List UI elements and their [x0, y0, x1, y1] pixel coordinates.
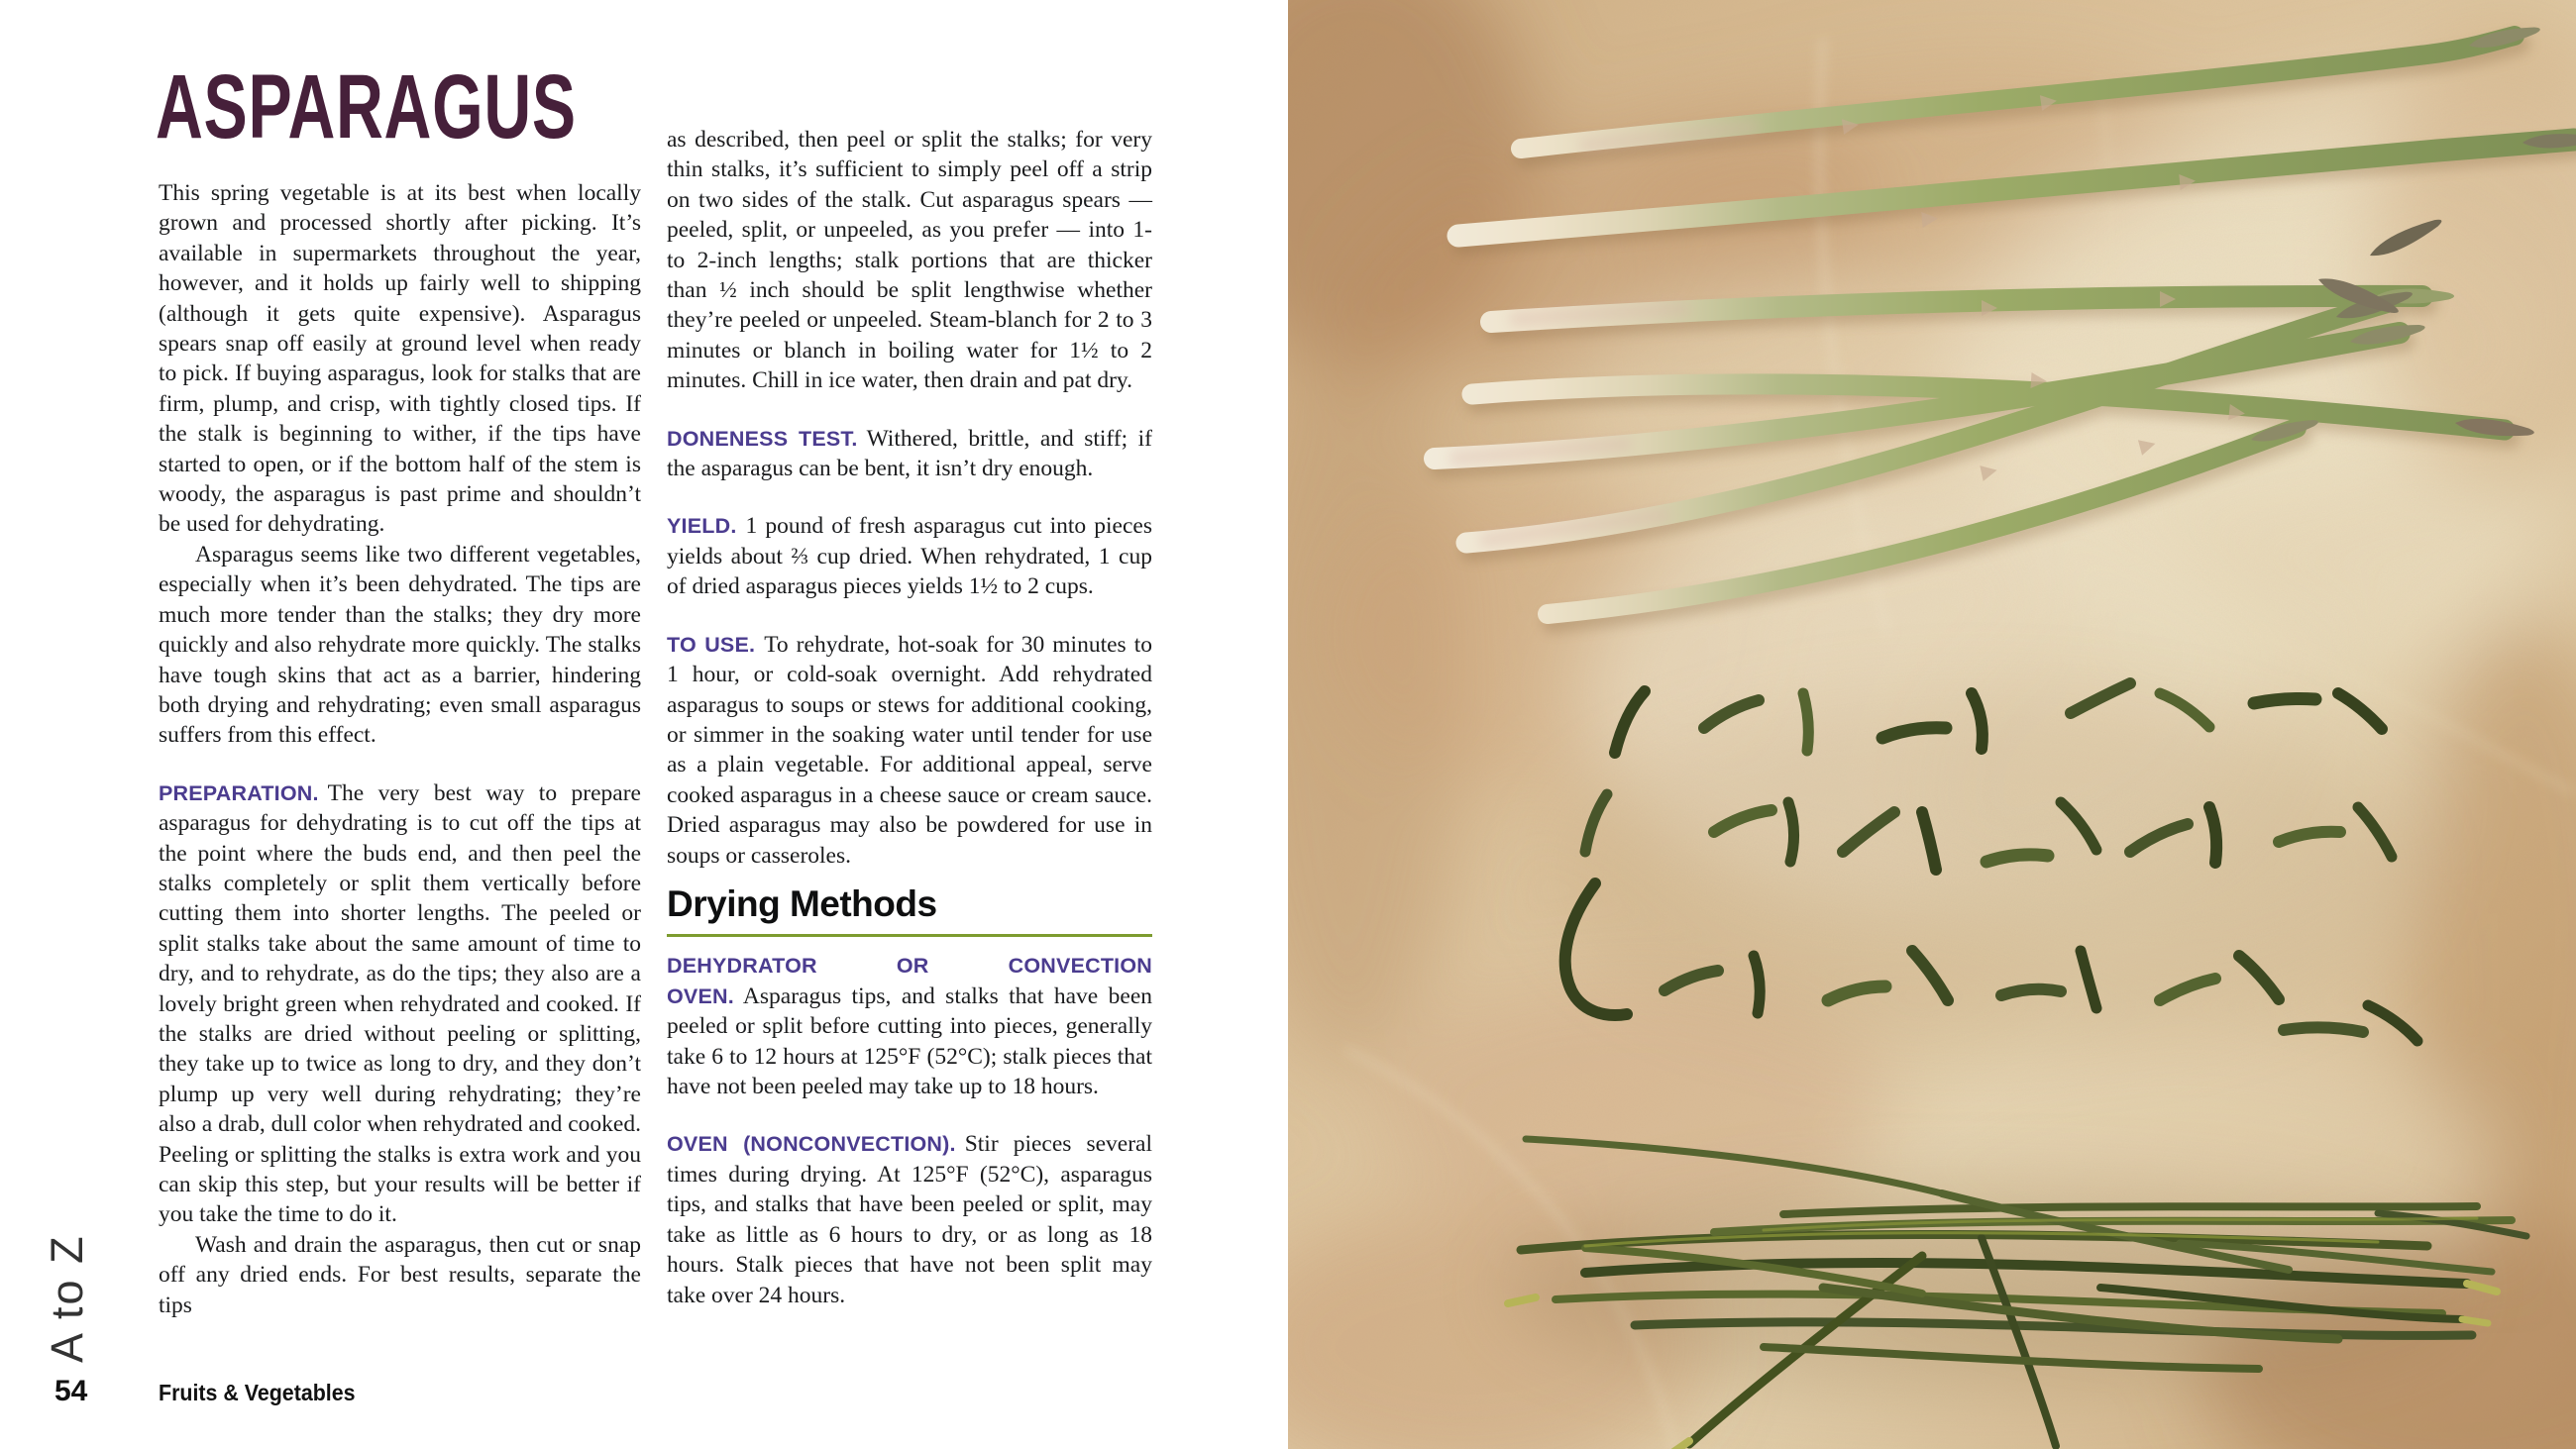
- continuation-paragraph: as described, then peel or split the stalks; for very thin stalks, it’s sufficient to simply peel off a strip on two sides of the stalk. Cut asparagus spears — peeled, split, or unpeeled, as you prefer — into 1- to 2-inch lengths; stalk portions that are thicker than ½ inch should be split lengthwise whether they’re peeled or unpeeled. Steam-blanch for 2 to 3 minutes or blanch in boiling water for 1½ to 2 minutes. Chill in ice water, then drain and pat dry.: [667, 127, 1152, 394]
- spine-label: A to Z: [42, 1234, 92, 1363]
- to-use-paragraph: [667, 630, 1152, 871]
- preparation-text: The very best way to prepare asparagus for dehydrating is to cut off the tips at the point where the buds end, and then peel the stalks completely or split them vertically before cutting them into shorter lengths. The peeled or split stalks take about the same amount of time to dry, and to rehydrate, as do the tips; they also are a lovely bright green when rehydrated and cooked. If the stalks are dried without peeling or splitting, they take up to twice as long to dry, and they don’t plump up very well during rehydrating; they’re also a drab, dull color when rehydrated and cooked. Peeling or splitting the stalks is extra work and you can skip this step, but your results will be better if you take the time to do it.: [159, 779, 641, 1228]
- page-number: 54: [54, 1375, 88, 1407]
- to-use-text: To rehydrate, hot-soak for 30 minutes to 1 hour, or cold-soak overnight. Add rehydrated asparagus to soups or stews for additional cooking, or simmer in the soaking water until tender for use as a plain vegetable. For additional appeal, serve cooked asparagus in a cheese sauce or cream sauce. Dried asparagus may also be powdered for use in soups or casseroles.: [667, 631, 1152, 869]
- preparation-label: PREPARATION.: [159, 780, 319, 805]
- to-use-label: TO USE.: [667, 632, 756, 657]
- wash-drain-paragraph: Wash and drain the asparagus, then cut or snap off any dried ends. For best results, separate the tips: [159, 1231, 641, 1318]
- yield-label: YIELD.: [667, 514, 737, 539]
- text-column-right: [667, 125, 1152, 1310]
- section-rule: [667, 934, 1152, 938]
- two-vegetables-paragraph: Asparagus seems like two different vegetables, especially when it’s been dehydrated. The tips are much more tender than the stalks; they dry more quickly and also rehydrate more quickly. The stalks have tough skins that act as a barrier, hindering both drying and rehydrating; even small asparagus suffers from this effect.: [159, 541, 641, 749]
- footer-section: Fruits & Vegetables: [159, 1380, 356, 1405]
- asparagus-photo: [1288, 0, 2576, 1449]
- dehydrator-label: DEHYDRATOR OR CONVECTION OVEN.: [667, 954, 1152, 1008]
- oven-paragraph: [667, 1129, 1152, 1309]
- doneness-paragraph: [667, 424, 1152, 484]
- dehydrator-text: Asparagus tips, and stalks that have been peeled or split before cutting into pieces, generally take 6 to 12 hours at 125°F (52°C); stalk pieces that have not been peeled may take up to 18 hours.: [667, 983, 1152, 1100]
- doneness-text: Withered, brittle, and stiff; if the asparagus can be bent, it isn’t dry enough.: [667, 425, 1152, 482]
- page-title: ASPARAGUS: [156, 56, 577, 157]
- doneness-label: DONENESS TEST.: [667, 426, 858, 451]
- yield-text: 1 pound of fresh asparagus cut into pieces yields about ⅔ cup dried. When rehydrated, 1 cup of dried asparagus pieces yields 1½ to 2 cups.: [667, 513, 1152, 600]
- yield-paragraph: [667, 511, 1152, 601]
- oven-label: OVEN (NONCONVECTION).: [667, 1132, 956, 1157]
- text-column-left: [159, 178, 641, 1320]
- dehydrator-paragraph: [667, 951, 1152, 1101]
- intro-paragraph: This spring vegetable is at its best when locally grown and processed shortly after picking. It’s available in supermarkets throughout the year, however, and it holds up fairly well to shipping (although it gets quite expensive). Asparagus spears snap off easily at ground level when ready to pick. If buying asparagus, look for stalks that are firm, plump, and crisp, with tightly closed tips. If the stalk is beginning to wither, if the tips have started to open, or if the bottom half of the stem is woody, the asparagus is past prime and shouldn’t be used for dehydrating.: [159, 180, 641, 538]
- drying-methods-heading: Drying Methods: [667, 882, 937, 924]
- oven-text: Stir pieces several times during drying. At 125°F (52°C), asparagus tips, and stalks that have been peeled or split, may take as little as 6 hours to dry, or as long as 18 hours. Stalk pieces that have not been split may take over 24 hours.: [667, 1131, 1152, 1308]
- preparation-paragraph: [159, 778, 641, 1230]
